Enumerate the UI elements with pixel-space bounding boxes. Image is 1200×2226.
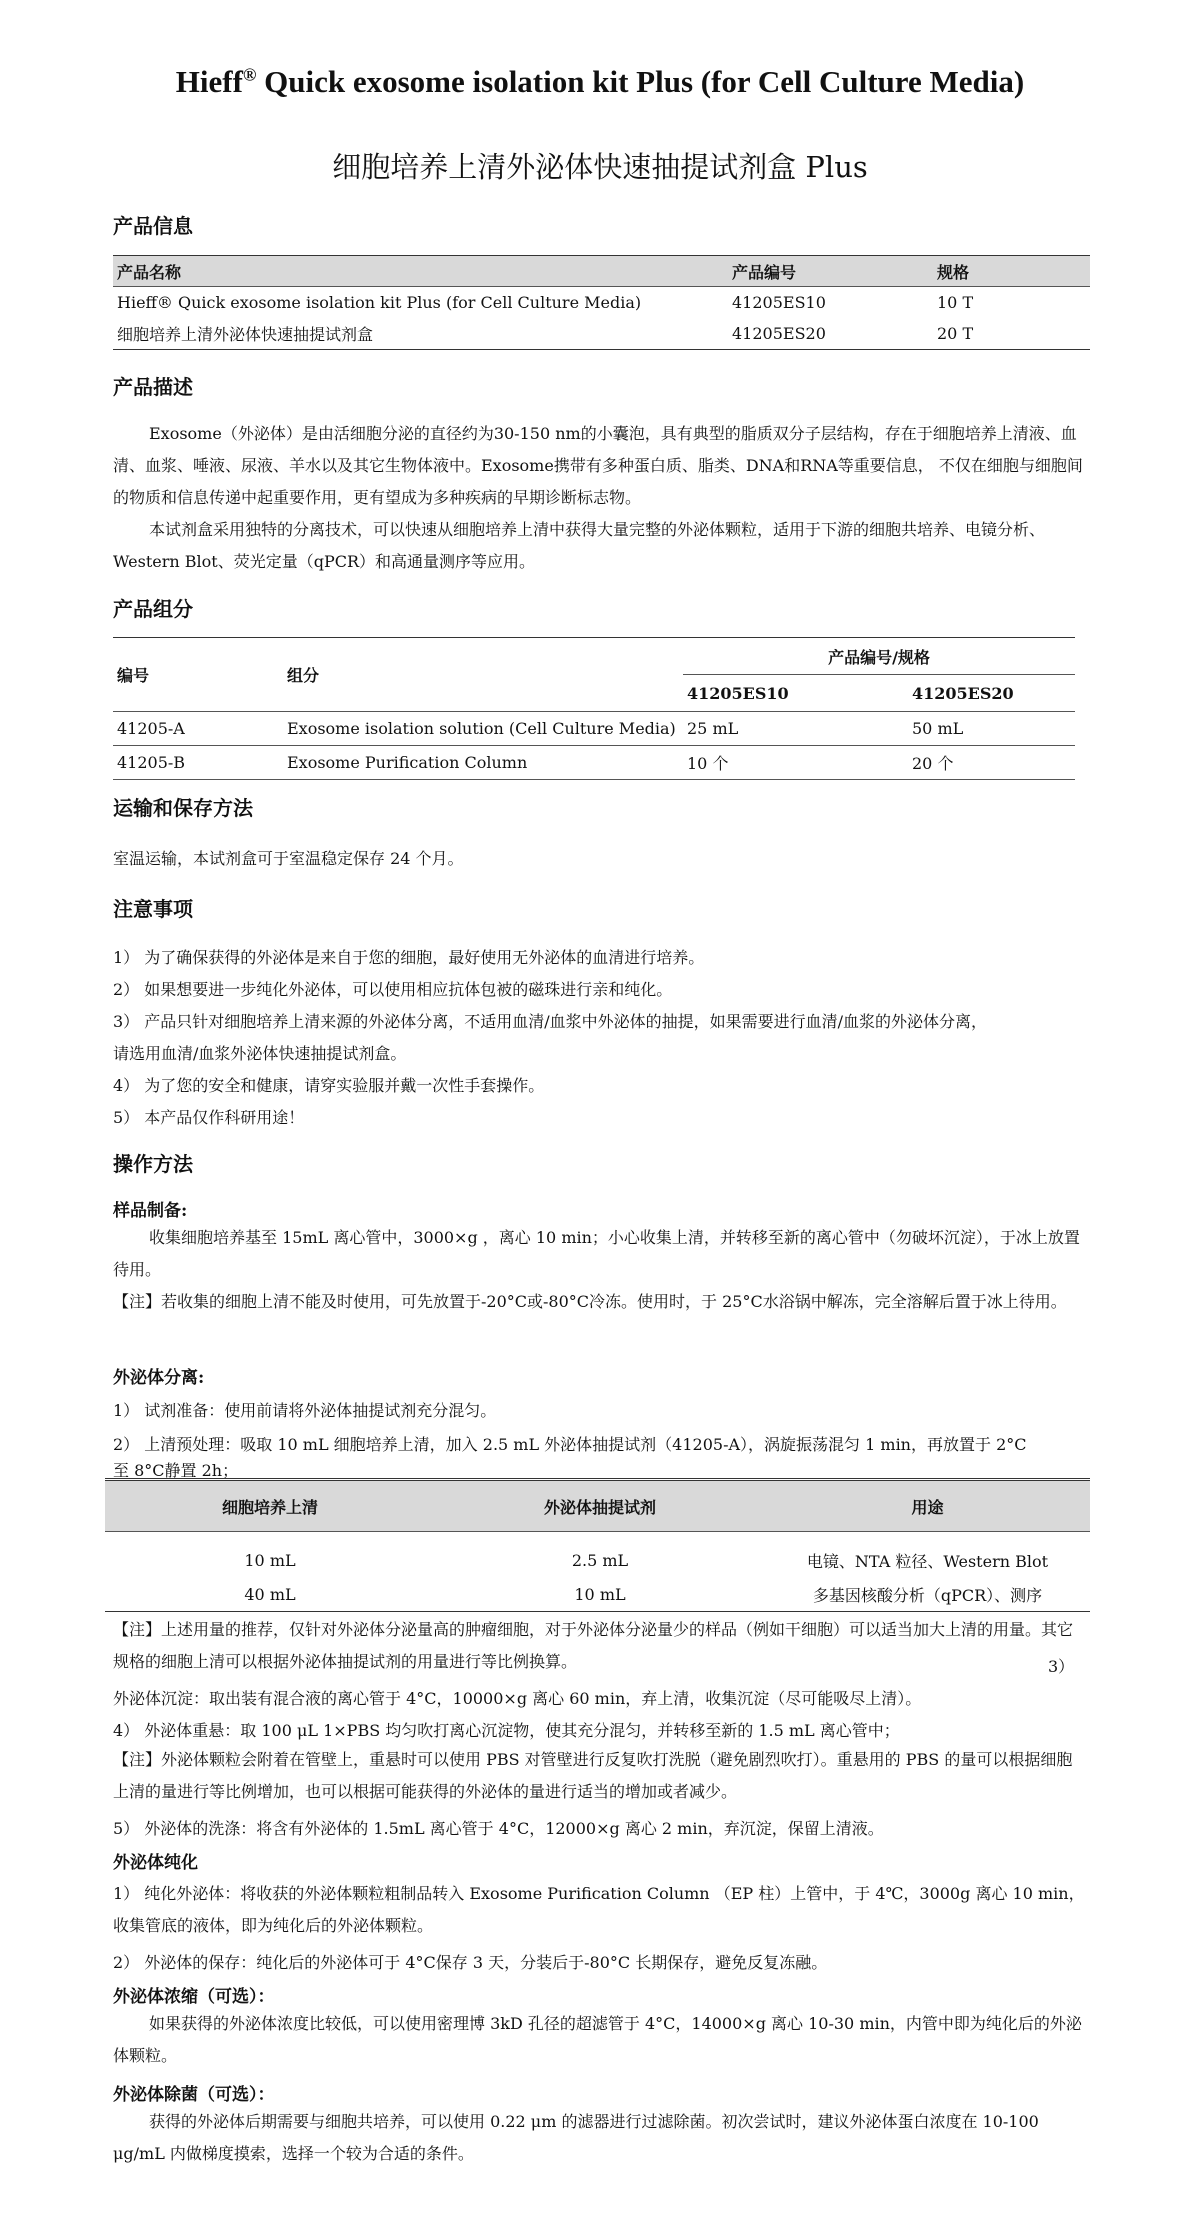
sample-note: 【注】若收集的细胞上清不能及时使用，可先放置于-20°C或-80°C冷冻。使用时，于 25°C水浴锅中解冻，完全溶解后置于冰上待用。	[113, 1292, 1067, 1311]
note-3: 3） 产品只针对细胞培养上清来源的外泌体分离，不适用血清/血浆中外泌体的抽提，如果需要进行血清/血浆的外泌体分离，	[113, 1012, 988, 1031]
description-paragraph-1: Exosome（外泌体）是由活细胞分泌的直径约为30-150 nm的小囊泡，具有典型的脂质双分子层结构，存在于细胞培养上清液、血清、血浆、唾液、尿液、羊水以及其它生物体液中。Exosome携带有多种蛋白质、脂类、DNA和RNA等重要信息， 不仅在细胞与细胞间的物质和信息传递中起重要作用，更有望成为多种疾病的早期诊断标志物。	[113, 424, 1083, 507]
heading-storage: 运输和保存方法	[113, 796, 253, 820]
usage-table: 细胞培养上清 外泌体抽提试剂 用途 10 mL 2.5 mL 电镜、NTA 粒径、Western Blot 40 mL 10 mL 多基因核酸分析（qPCR）、测序	[105, 1478, 1090, 1612]
note-1: 1） 为了确保获得的外泌体是来自于您的细胞，最好使用无外泌体的血清进行培养。	[113, 948, 705, 967]
product-info-table	[113, 255, 1090, 350]
note-5: 5） 本产品仅作科研用途！	[113, 1108, 305, 1127]
step-3-number: 3）	[1048, 1657, 1075, 1676]
description-paragraph-2: 本试剂盒采用独特的分离技术，可以快速从细胞培养上清中获得大量完整的外泌体颗粒，适用于下游的细胞共培养、电镜分析、Western Blot、荧光定量（qPCR）和高通量测序等应用。	[113, 520, 1046, 571]
subheading-sterilization: 外泌体除菌（可选）：	[113, 2085, 275, 2105]
table-row: 10 mL 2.5 mL 电镜、NTA 粒径、Western Blot	[244, 1550, 1049, 1571]
table-row: 41205-A Exosome isolation solution (Cell Culture Media) 25 mL 50 mL	[113, 712, 1075, 746]
resuspend-note: 【注】外泌体颗粒会附着在管壁上，重悬时可以使用 PBS 对管壁进行反复吹打洗脱（避免剧烈吹打）。重悬用的 PBS 的量可以根据细胞上清的量进行等比例增加，也可以根据可能获得的外泌体的量进行适当的增加或者减少。	[113, 1750, 1073, 1801]
heading-components: 产品组分	[113, 597, 193, 621]
note-3-cont: 请选用血清/血浆外泌体快速抽提试剂盒。	[113, 1044, 407, 1063]
purify-step-2: 2） 外泌体的保存：纯化后的外泌体可于 4°C保存 3 天，分装后于-80°C 长期保存，避免反复冻融。	[113, 1953, 828, 1972]
heading-notes: 注意事项	[113, 897, 193, 921]
sep-step-2-cont: 至 8°C静置 2h；	[113, 1461, 239, 1480]
sep-step-4: 4） 外泌体重悬：取 100 μL 1×PBS 均匀吹打离心沉淀物，使其充分混匀，并转移至新的 1.5 mL 离心管中；	[113, 1721, 900, 1740]
sterilization-paragraph: 获得的外泌体后期需要与细胞共培养，可以使用 0.22 μm 的滤器进行过滤除菌。初次尝试时，建议外泌体蛋白浓度在 10-100 μg/mL 内做梯度摸索，选择一个较为合适的条件。	[113, 2112, 1039, 2163]
sep-step-5: 5） 外泌体的洗涤：将含有外泌体的 1.5mL 离心管于 4°C，12000×g 离心 2 min，弃沉淀，保留上清液。	[113, 1819, 884, 1838]
purify-step-1: 1） 纯化外泌体：将收获的外泌体颗粒粗制品转入 Exosome Purification Column （EP 柱）上管中，于 4℃，3000g 离心 10 min，收集管底的液体，即为纯化后的外泌体颗粒。	[113, 1884, 1085, 1935]
title-english: Hieff® Quick exosome isolation kit Plus (for Cell Culture Media)	[175, 64, 1025, 99]
note-4: 4） 为了您的安全和健康，请穿实验服并戴一次性手套操作。	[113, 1076, 545, 1095]
table-header-row: 产品名称 产品编号 规格	[113, 256, 1090, 287]
sep-step-3: 外泌体沉淀：取出装有混合液的离心管于 4°C，10000×g 离心 60 min，弃上清，收集沉淀（尽可能吸尽上清）。	[113, 1689, 922, 1708]
title-chinese: 细胞培养上清外泌体快速抽提试剂盒 Plus	[332, 150, 868, 184]
storage-text: 室温运输，本试剂盒可于室温稳定保存 24 个月。	[113, 849, 464, 868]
components-table: 编号 组分 产品编号/规格 41205ES10 41205ES20 41205-A Exosome isolation solution (Cell Culture Media) 25 mL 50 mL 41205-B Exosome Purification Column 10 个 20 个	[113, 637, 1075, 780]
concentration-paragraph: 如果获得的外泌体浓度比较低，可以使用密理博 3kD 孔径的超滤管于 4°C，14000×g 离心 10-30 min，内管中即为纯化后的外泌体颗粒。	[113, 2014, 1082, 2065]
subheading-purification: 外泌体纯化	[113, 1853, 198, 1873]
table-row: 40 mL 10 mL 多基因核酸分析（qPCR）、测序	[105, 1577, 1090, 1612]
usage-note: 【注】上述用量的推荐，仅针对外泌体分泌量高的肿瘤细胞，对于外泌体分泌量少的样品（例如干细胞）可以适当加大上清的用量。其它规格的细胞上清可以根据外泌体抽提试剂的用量进行等比例换算。	[113, 1620, 1074, 1671]
table-row: 41205-B Exosome Purification Column 10 个 20 个	[113, 746, 1075, 780]
subheading-concentration: 外泌体浓缩（可选）：	[113, 1987, 275, 2007]
subheading-sample: 样品制备:	[113, 1201, 188, 1221]
table-row: Hieff® Quick exosome isolation kit Plus (for Cell Culture Media) 41205ES10 10 T	[117, 293, 974, 312]
note-2: 2） 如果想要进一步纯化外泌体，可以使用相应抗体包被的磁珠进行亲和纯化。	[113, 980, 673, 999]
sep-step-2: 2） 上清预处理：吸取 10 mL 细胞培养上清，加入 2.5 mL 外泌体抽提试剂（41205-A），涡旋振荡混匀 1 min，再放置于 2°C	[113, 1435, 1027, 1454]
sep-step-1: 1） 试剂准备：使用前请将外泌体抽提试剂充分混匀。	[113, 1401, 497, 1420]
heading-method: 操作方法	[113, 1152, 193, 1176]
heading-product-info: 产品信息	[113, 214, 193, 238]
table-row: 细胞培养上清外泌体快速抽提试剂盒 41205ES20 20 T	[113, 318, 1090, 350]
heading-description: 产品描述	[113, 375, 193, 399]
sample-paragraph: 收集细胞培养基至 15mL 离心管中，3000×g ，离心 10 min；小心收集上清，并转移至新的离心管中（勿破坏沉淀），于冰上放置待用。	[113, 1228, 1080, 1279]
subheading-separation: 外泌体分离:	[113, 1368, 205, 1388]
